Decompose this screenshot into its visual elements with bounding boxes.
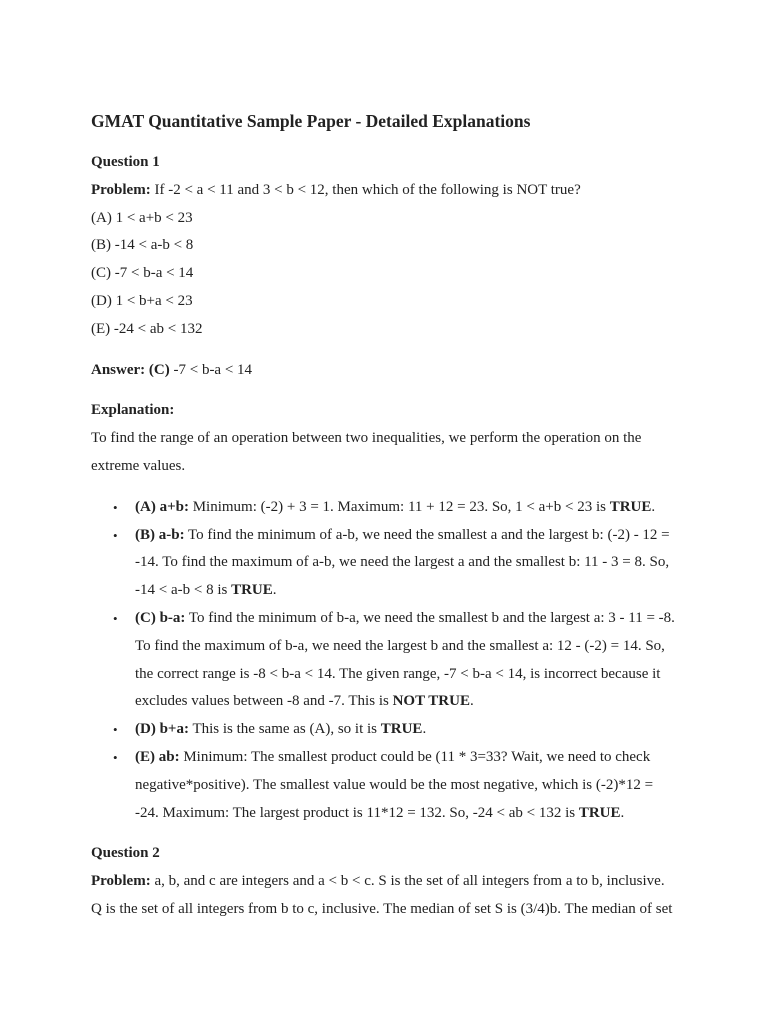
question-2-problem (91, 868, 677, 924)
answer-text: -7 < b-a < 14 (169, 361, 253, 378)
document-page (91, 108, 677, 924)
page-title: GMAT Quantitative Sample Paper - Detailed Explanations (91, 111, 531, 131)
explanation-item-d: • (D) b+a: This is the same as (A), so it is TRUE. (135, 716, 677, 744)
option-b: (B) -14 < a-b < 8 (91, 237, 194, 254)
question-1-heading: Question 1 (91, 154, 160, 170)
answer-choice: (C) (148, 361, 170, 378)
explanation-intro: To find the range of an operation between two inequalities, we perform the operation on the extreme values. (91, 430, 642, 474)
answer-label: Answer: (91, 361, 146, 378)
bullet-icon: • (113, 499, 118, 515)
question-1-problem (91, 177, 677, 205)
explanation-item-a: • (A) a+b: Minimum: (-2) + 3 = 1. Maximum: 11 + 12 = 23. So, 1 < a+b < 23 is TRUE. (135, 494, 677, 522)
explanation-item-c: • (C) b-a: To find the minimum of b-a, we need the smallest b and the largest a: 3 - 11 = -8. To find the maximum of b-a, we need the largest b and the smallest a: 12 - (-2) = 14. So, the correct range is -8 < b-a < 14. The given range, -7 < b-a < 14, is incorrect because it excludes values between -8 and -7. This is NOT TRUE. (135, 605, 677, 716)
bullet-icon: • (113, 722, 118, 738)
problem-label: Problem: (91, 873, 151, 890)
question-1 (91, 149, 677, 827)
question-2 (91, 840, 677, 923)
bullet-icon: • (113, 610, 118, 626)
option-d: (D) 1 < b+a < 23 (91, 292, 193, 309)
bullet-icon: • (113, 749, 118, 765)
explanation-item-b: • (B) a-b: To find the minimum of a-b, we need the smallest a and the largest b: (-2) - 12 = -14. To find the maximum of a-b, we need the largest a and the smallest b: 11 - 3 = 8. So, -14 < a-b < 8 is TRUE. (135, 522, 677, 605)
problem-text: If -2 < a < 11 and 3 < b < 12, then which of the following is NOT true? (150, 181, 581, 198)
answer-line (91, 357, 677, 385)
explanation-item-e: • (E) ab: Minimum: The smallest product could be (11 * 3=33? Wait, we need to check negative*positive). The smallest value would be the most negative, which is (-2)*12 = -24. Maximum: The largest product is 11*12 = 132. So, -24 < ab < 132 is TRUE. (135, 744, 677, 827)
option-e: (E) -24 < ab < 132 (91, 320, 203, 337)
bullet-icon: • (113, 527, 118, 543)
explanation-heading: Explanation: (91, 402, 175, 419)
problem-text: a, b, and c are integers and a < b < c. S is the set of all integers from a to b, inclusive. Q is the set of all integers from b to c, inclusive. The median of set S is (3/4)b. The median of set (91, 873, 673, 917)
question-2-heading: Question 2 (91, 845, 160, 862)
option-a: (A) 1 < a+b < 23 (91, 209, 193, 226)
problem-label: Problem: (91, 181, 151, 198)
explanation-list (91, 494, 677, 828)
option-c: (C) -7 < b-a < 14 (91, 265, 194, 282)
